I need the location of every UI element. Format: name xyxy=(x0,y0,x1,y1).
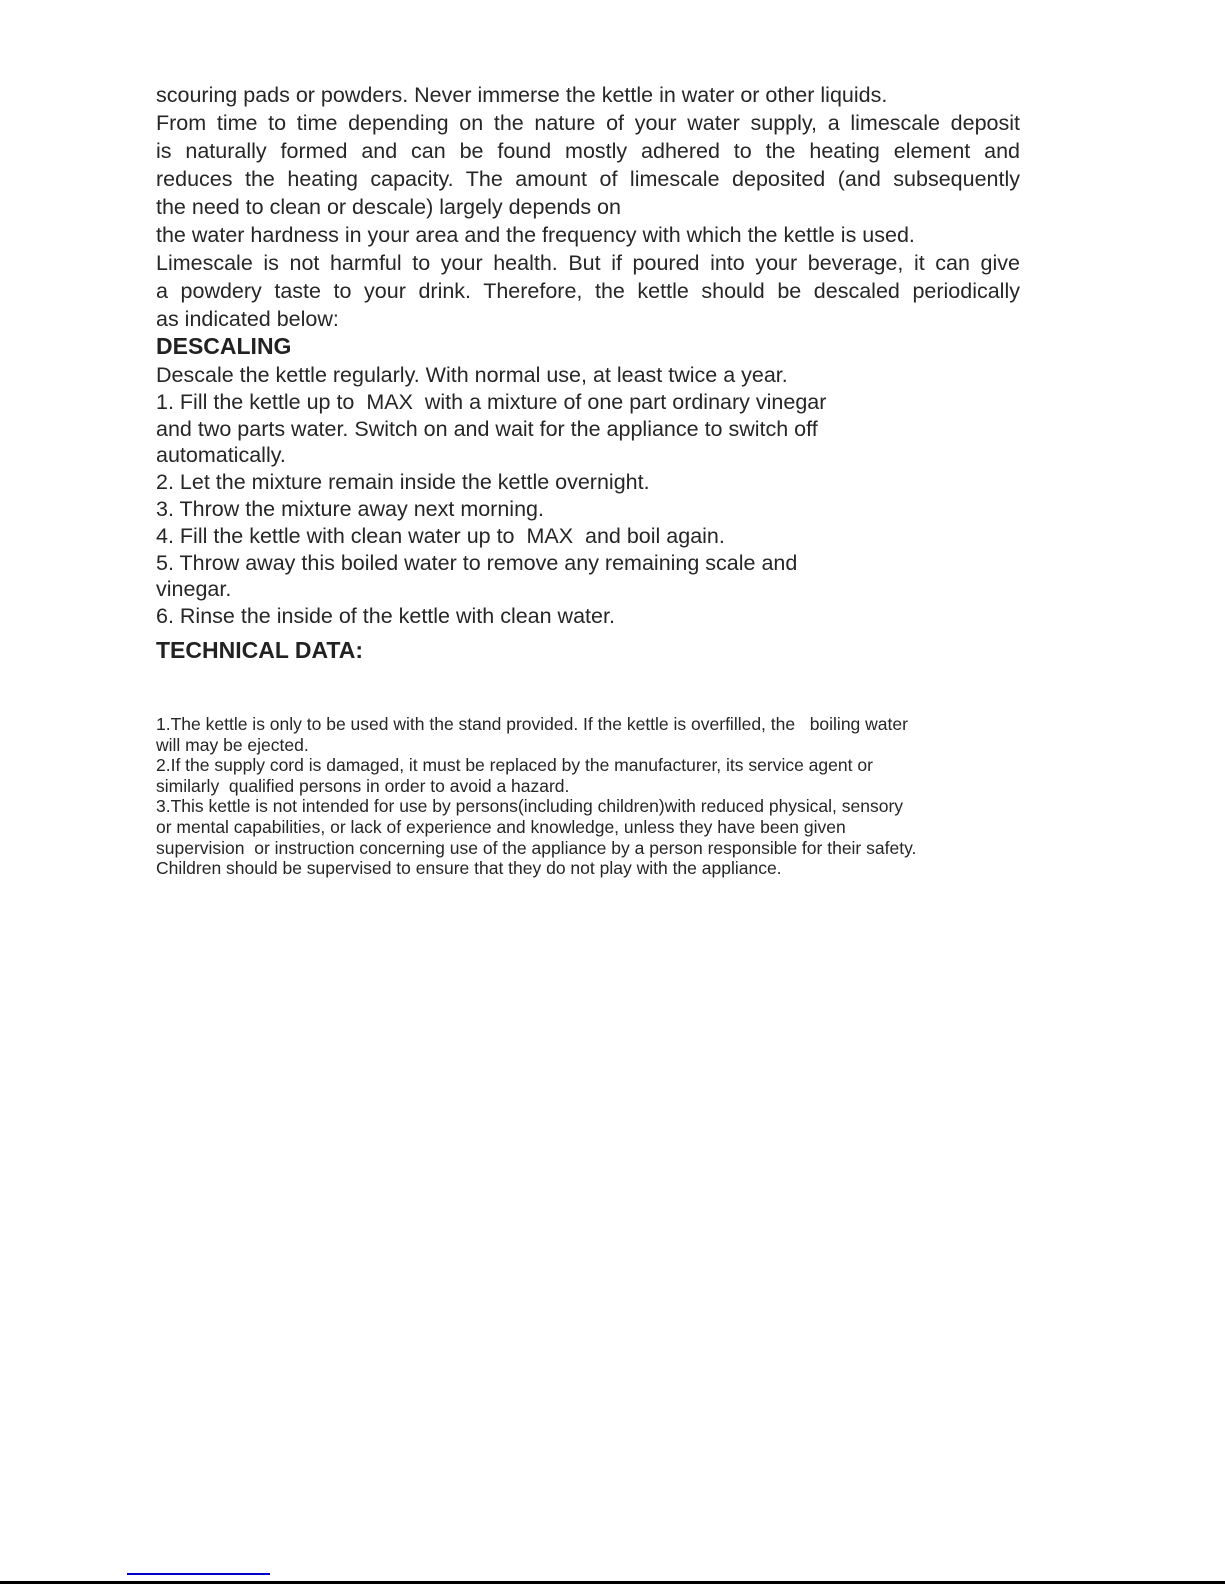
safety-note-line: 2.If the supply cord is damaged, it must be replaced by the manufacturer, its service agent or xyxy=(156,755,873,776)
descaling-step: 5. Throw away this boiled water to remove any remaining scale and xyxy=(156,550,798,575)
safety-note-line: supervision or instruction concerning use of the appliance by a person responsible for their safety. xyxy=(156,837,917,858)
text-line: From time to time depending on the nature of your water supply, a limescale deposit xyxy=(156,111,1020,135)
descaling-step: 2. Let the mixture remain inside the kettle overnight. xyxy=(156,470,650,495)
descaling-step: 1. Fill the kettle up to MAX with a mixture of one part ordinary vinegar xyxy=(156,389,827,414)
text-line: is naturally formed and can be found mostly adhered to the heating element and xyxy=(156,139,1020,163)
descaling-step: 4. Fill the kettle with clean water up to MAX and boil again. xyxy=(156,523,725,548)
descaling-step: vinegar. xyxy=(156,577,232,602)
text-line: the water hardness in your area and the frequency with which the kettle is used. xyxy=(156,223,915,247)
text-line: the need to clean or descale) largely depends on xyxy=(156,195,621,219)
footer-link-underline[interactable] xyxy=(127,1573,270,1575)
safety-note-line: Children should be supervised to ensure that they do not play with the appliance. xyxy=(156,858,782,879)
technical-safety-notes xyxy=(156,714,1044,879)
descaling-heading: DESCALING xyxy=(156,333,292,359)
safety-note-line: will may be ejected. xyxy=(156,734,309,755)
descaling-step: automatically. xyxy=(156,443,286,468)
safety-note-line: 1.The kettle is only to be used with the stand provided. If the kettle is overfilled, the boiling water xyxy=(156,714,908,734)
text-line: Limescale is not harmful to your health. But if poured into your beverage, it can give xyxy=(156,251,1020,275)
descaling-step: and two parts water. Switch on and wait for the appliance to switch off xyxy=(156,416,818,441)
descaling-step: 6. Rinse the inside of the kettle with clean water. xyxy=(156,604,615,629)
page-bottom-border xyxy=(0,1581,1225,1584)
descaling-instructions xyxy=(156,362,1036,630)
safety-note-line: 3.This kettle is not intended for use by persons(including children)with reduced physical, sensory xyxy=(156,796,904,817)
technical-data-heading: TECHNICAL DATA: xyxy=(156,637,363,663)
safety-note-line: or mental capabilities, or lack of experience and knowledge, unless they have been given xyxy=(156,816,846,837)
text-line: as indicated below: xyxy=(156,307,339,331)
safety-note-line: similarly qualified persons in order to avoid a hazard. xyxy=(156,775,570,796)
text-line: reduces the heating capacity. The amount of limescale deposited (and subsequently xyxy=(156,167,1020,191)
descaling-step: 3. Throw the mixture away next morning. xyxy=(156,496,544,521)
intro-paragraph xyxy=(156,81,1020,333)
text-line: a powdery taste to your drink. Therefore, the kettle should be descaled periodically xyxy=(156,279,1020,303)
descaling-step: Descale the kettle regularly. With normal use, at least twice a year. xyxy=(156,363,788,387)
text-line: scouring pads or powders. Never immerse the kettle in water or other liquids. xyxy=(156,83,888,107)
